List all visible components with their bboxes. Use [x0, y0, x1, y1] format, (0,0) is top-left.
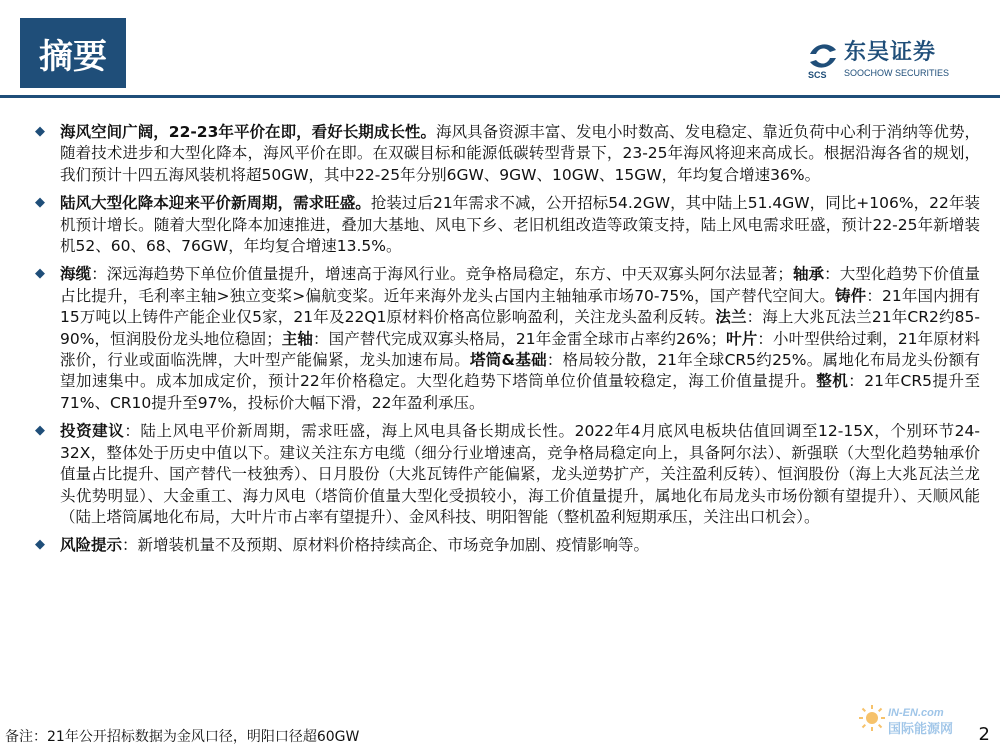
diamond-bullet-icon: ◆ — [35, 537, 45, 553]
bullet-heading: 叶片 — [726, 329, 758, 348]
soochow-logo-icon — [806, 40, 840, 80]
bullet-body: ：21年国内拥有15万吨以上铸件产能企业仅5家，21年及22Q1原材料价格高位影响盈利，关注龙头盈利反转。 — [60, 286, 980, 327]
bullet-body: ：新增装机量不及预期、原材料价格持续高企、市场竞争加剧、疫情影响等。 — [122, 536, 650, 555]
bullet-body: ：格局较分散，21年全球CR5约25%。属地化布局龙头份额有望加速集中。成本加成定价，预计22年价格稳定。大型化趋势下塔筒单位价值量较稳定，海工价值量提升。 — [60, 351, 980, 391]
bullet-body: 海风具备资源丰富、发电小时数高、发电稳定、靠近负荷中心利于消纳等优势，随着技术进步和大型化降本，海风平价在即。在双碳目标和能源低碳转型背景下，23-25年海风将迎来高成长。根据沿海各省的规划，我们预计十四五海风装机将超50GW，其中22-25年分别6GW、9GW、10GW、15GW，年均复合增速36%。 — [60, 123, 980, 184]
watermark-cn: 国际能源网 — [888, 721, 954, 736]
bullet-body: ：深远海趋势下单位价值量提升，增速高于海风行业。竞争格局稳定，东方、中天双寡头阿尔法显著； — [91, 265, 793, 284]
bullet-body: ：21年CR5提升至71%、CR10提升至97%，投标价大幅下滑，22年盈利承压。 — [60, 372, 980, 412]
bullet-heading: 投资建议 — [60, 422, 125, 441]
bullet-item — [20, 193, 980, 257]
logo-mark-text: SCS — [808, 70, 827, 80]
footnote: 备注：21年公开招标数据为金风口径，明阳口径超60GW — [5, 729, 360, 745]
bullet-text — [60, 264, 980, 414]
bullet-heading: 海风空间广阔，22-23年平价在即，看好长期成长性。 — [60, 123, 437, 141]
page-number: 2 — [978, 724, 990, 745]
bullet-heading: 轴承 — [792, 265, 825, 284]
bullet-body: ：小叶型供给过剩，21年原材料涨价，行业或面临洗牌，大叶型产能偏紧，龙头加速布局。 — [60, 329, 980, 370]
bullet-body: ：陆上风电平价新周期，需求旺盛，海上风电具备长期成长性。2022年4月底风电板块估值回调至12-15X，个别环节24-32X，整体处于历史中值以下。建议关注东方电缆（细分行业增速高，竞争格局稳定向上，具备阿尔法）、新强联（大型化趋势轴承价值量占比提升、国产替代一枝独秀）、日月股份（大兆瓦铸件产能偏紧，龙头逆势扩产，关注盈利反转）、恒润股份（海上大兆瓦法兰龙头优势明显）、大金重工、海力风电（塔筒价值量大型化受损较小，海工价值量提升，属地化布局龙头市场份额有望提升）、天顺风能（陆上塔筒属地化布局，大叶片市占率有望提升）、金风科技、明阳智能（整机盈利短期承压，关注出口机会）。 — [60, 422, 980, 526]
bullet-heading: 海缆 — [60, 265, 92, 284]
bullet-heading: 铸件 — [835, 286, 867, 305]
diamond-bullet-icon: ◆ — [35, 195, 45, 211]
bullet-heading: 塔筒&基础 — [470, 351, 547, 370]
bullet-item — [20, 535, 980, 556]
header-divider — [0, 95, 1000, 98]
sun-watermark-icon — [858, 704, 886, 732]
bullet-item — [20, 421, 980, 528]
summary-bullets — [20, 122, 980, 564]
watermark-en: IN-EN.com — [888, 707, 944, 719]
bullet-item — [20, 264, 980, 414]
bullet-body: ：国产替代完成双寡头格局，21年金雷全球市占率约26%； — [313, 329, 727, 348]
bullet-heading: 整机 — [816, 372, 849, 391]
logo-chinese-name: 东吴证券 — [844, 40, 937, 65]
bullet-body: ：海上大兆瓦法兰21年CR2约85-90%，恒润股份龙头地位稳固； — [60, 308, 980, 348]
diamond-bullet-icon: ◆ — [35, 124, 45, 139]
diamond-bullet-icon: ◆ — [35, 266, 45, 282]
bullet-text — [60, 535, 980, 556]
bullet-body: 抢装过后21年需求不减，公开招标54.2GW，其中陆上51.4GW，同比+106%，22年装机预计增长。随着大型化降本加速推进，叠加大基地、风电下乡、老旧机组改造等政策支持，陆上风电需求旺盛，预计22-25年新增装机52、60、68、76GW，年均复合增速13.5%。 — [60, 194, 980, 256]
page-title: 摘要 — [20, 18, 126, 88]
bullet-text — [60, 193, 980, 257]
watermark — [858, 700, 970, 746]
bullet-heading: 陆风大型化降本迎来平价新周期，需求旺盛。 — [60, 194, 371, 213]
bullet-text — [60, 122, 980, 186]
bullet-body: ：大型化趋势下价值量占比提升，毛利率主轴>独立变桨>偏航变桨。近年来海外龙头占国内主轴轴承市场70-75%，国产替代空间大。 — [60, 265, 980, 305]
bullet-heading: 风险提示 — [60, 536, 123, 555]
bullet-text — [60, 421, 980, 528]
bullet-heading: 法兰 — [715, 308, 747, 327]
bullet-heading: 主轴 — [281, 329, 314, 348]
diamond-bullet-icon: ◆ — [35, 423, 45, 439]
bullet-item — [20, 122, 980, 186]
company-logo — [806, 40, 991, 82]
logo-english-name: SOOCHOW SECURITIES — [844, 68, 950, 78]
